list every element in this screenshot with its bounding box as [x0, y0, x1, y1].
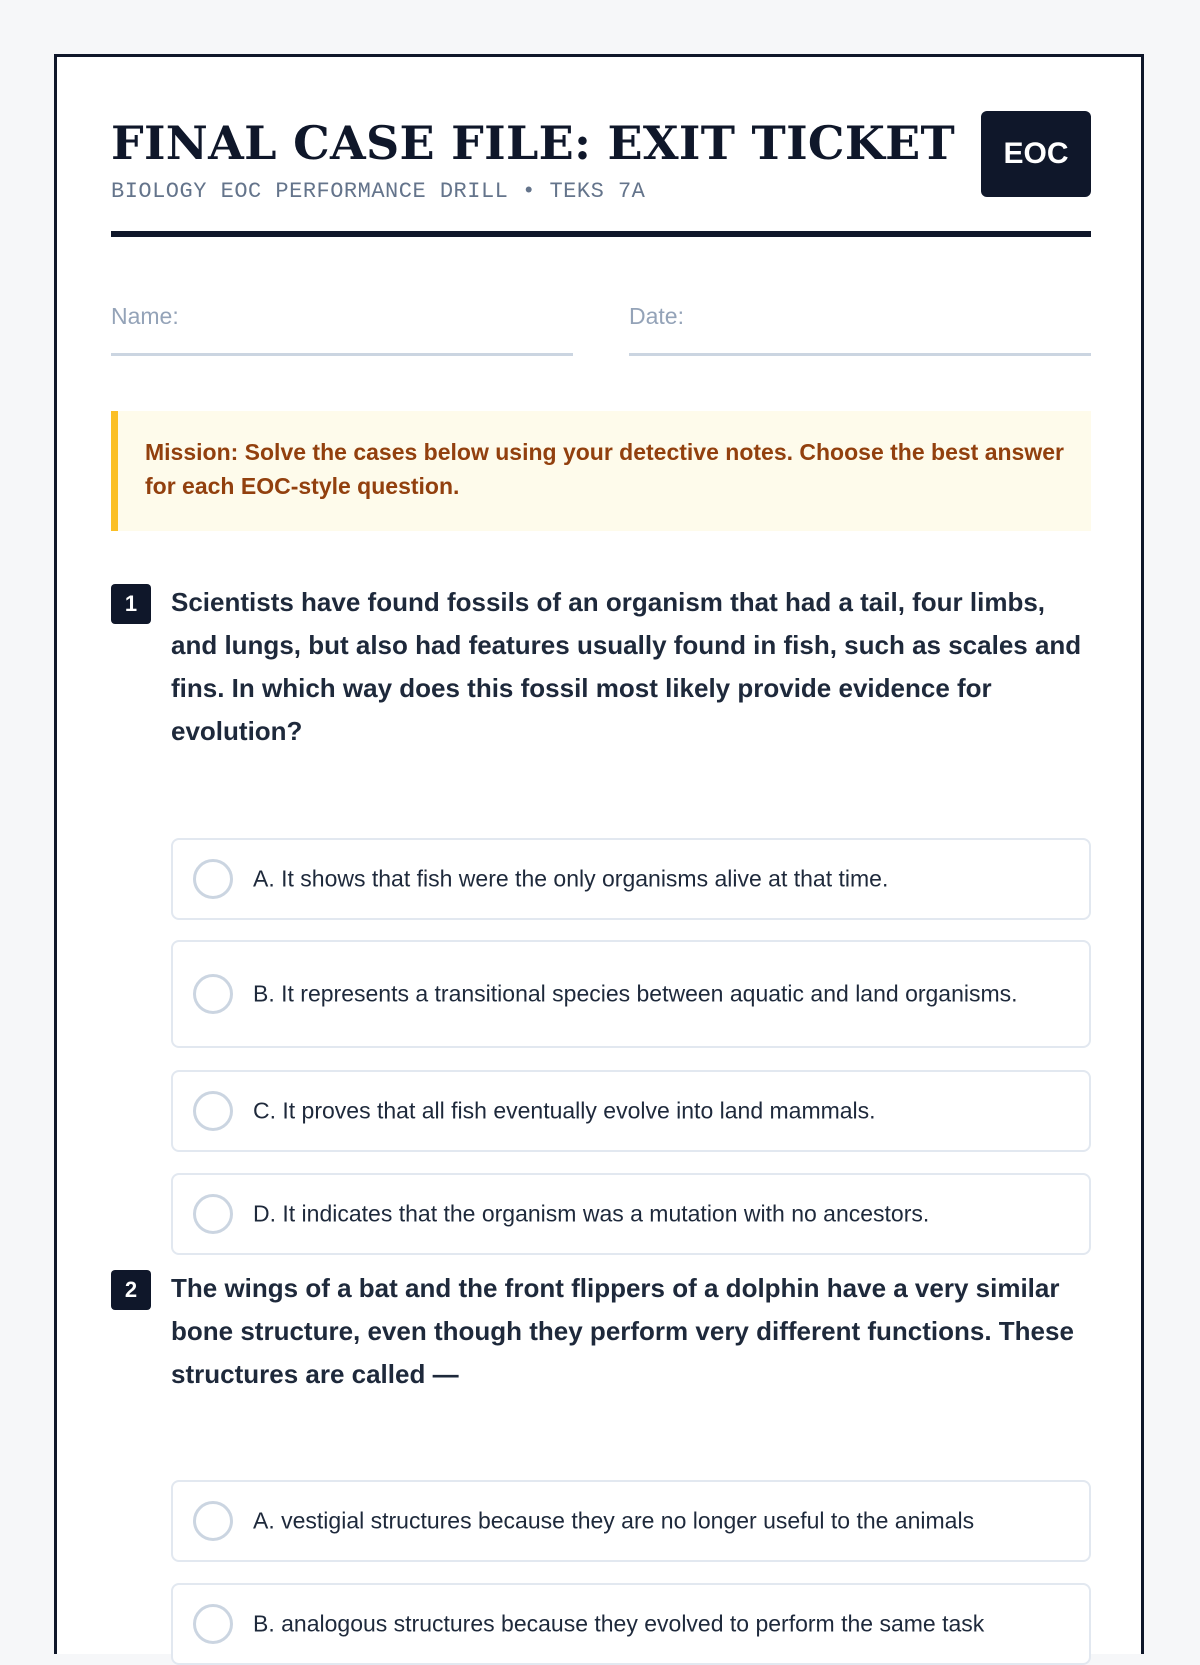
radio-button[interactable]: [193, 1501, 233, 1541]
radio-button[interactable]: [193, 859, 233, 899]
answer-option-text: C. It proves that all fish eventually evolve into land mammals.: [253, 1097, 876, 1124]
answer-option-text: B. It represents a transitional species between aquatic and land organisms.: [253, 980, 1018, 1007]
page-subtitle: BIOLOGY EOC PERFORMANCE DRILL • TEKS 7A: [111, 179, 646, 204]
header-divider: [111, 231, 1091, 237]
question-text: The wings of a bat and the front flippers of a dolphin have a very similar bone structure, even though they perform very different functions. These structures are called —: [171, 1273, 1074, 1389]
answer-option[interactable]: [171, 1480, 1091, 1562]
name-field: [111, 287, 573, 356]
page-title: FINAL CASE FILE: EXIT TICKET: [111, 116, 955, 170]
answer-option[interactable]: [171, 838, 1091, 920]
radio-button[interactable]: [193, 974, 233, 1014]
name-label: Name:: [111, 303, 179, 329]
date-input[interactable]: [707, 297, 1091, 339]
answer-option-text: D. It indicates that the organism was a mutation with no ancestors.: [253, 1200, 930, 1227]
radio-button[interactable]: [193, 1604, 233, 1644]
date-field: [629, 287, 1091, 356]
question-number: 2: [111, 1270, 151, 1310]
answer-option-text: B. analogous structures because they evolved to perform the same task: [253, 1610, 985, 1637]
name-input[interactable]: [189, 297, 573, 339]
question-text: Scientists have found fossils of an organism that had a tail, four limbs, and lungs, but also had features usually found in fish, such as scales and fins. In which way does this fossil most likely provide evidence for evolution?: [171, 587, 1082, 746]
worksheet-card: [54, 54, 1144, 1654]
answer-option-text: A. It shows that fish were the only organisms alive at that time.: [253, 865, 889, 892]
answer-option-text: A. vestigial structures because they are no longer useful to the animals: [253, 1507, 975, 1534]
answer-option[interactable]: [171, 1583, 1091, 1665]
answer-option[interactable]: [171, 940, 1091, 1048]
radio-button[interactable]: [193, 1194, 233, 1234]
answer-option[interactable]: [171, 1070, 1091, 1152]
mission-text: Mission: Solve the cases below using your detective notes. Choose the best answer for each EOC-style question.: [145, 439, 1064, 499]
question-number: 1: [111, 584, 151, 624]
header: [111, 111, 1091, 235]
eoc-badge: EOC: [981, 111, 1091, 197]
date-label: Date:: [629, 303, 684, 329]
radio-button[interactable]: [193, 1091, 233, 1131]
answer-option[interactable]: [171, 1173, 1091, 1255]
mission-callout: [111, 411, 1091, 531]
